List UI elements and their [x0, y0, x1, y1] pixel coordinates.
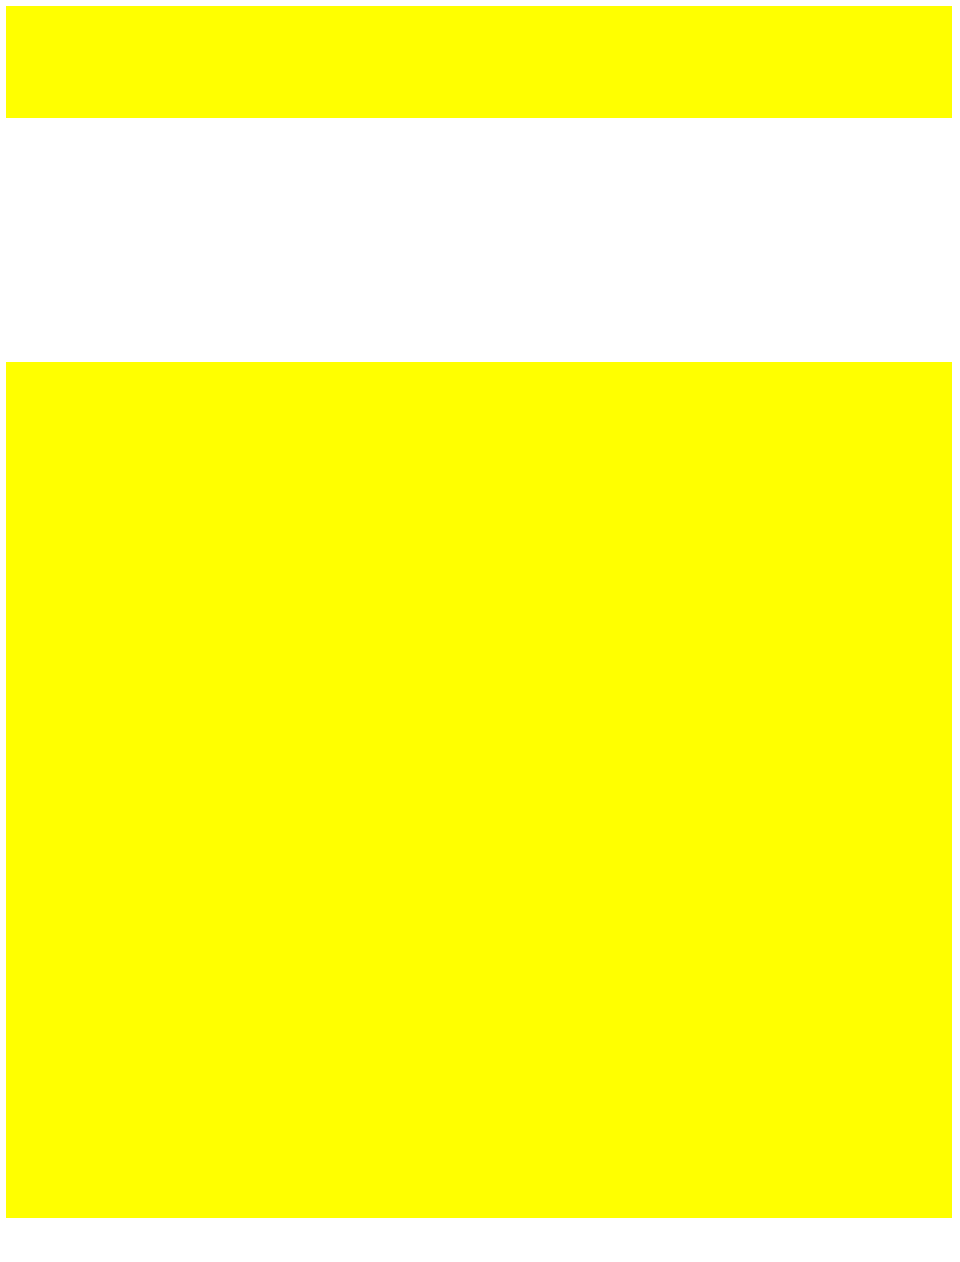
top-rows-block: [6, 6, 952, 118]
section-2-block: [6, 362, 952, 1218]
